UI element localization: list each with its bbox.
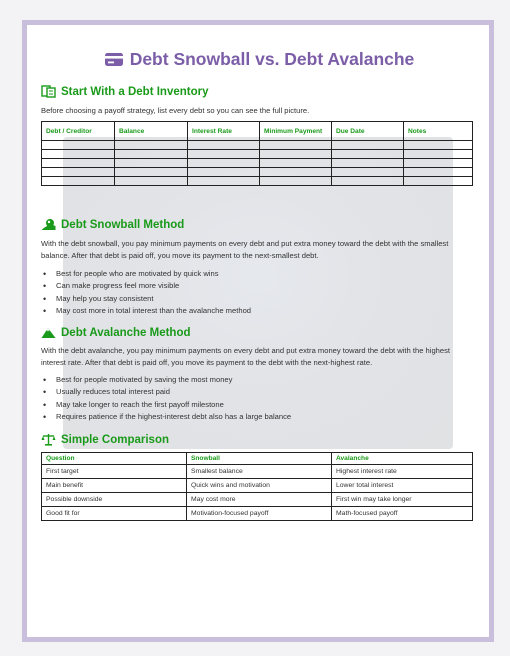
inventory-heading [41,85,209,98]
list-item: • May help you stay consistent [41,293,471,305]
table-cell[interactable] [42,177,115,186]
column-header: Debt / Creditor [42,122,115,141]
table-cell[interactable] [42,141,115,150]
table-row [42,479,473,493]
table-cell[interactable] [42,168,115,177]
comparison-heading-text: Simple Comparison [61,433,169,446]
avalanche-icon [41,326,56,339]
table-header-row [42,122,473,141]
table-cell: Lower total interest [332,479,473,493]
table-cell[interactable] [332,141,404,150]
table-row [42,141,473,150]
table-cell[interactable] [404,168,473,177]
avalanche-description: With the debt avalanche, you pay minimum payments on every debt and put extra money toward the debt with the highest interest rate. After that debt is paid off, you move its payment to the debt with the next-highest rate. [41,346,451,367]
table-cell: Math-focused payoff [332,507,473,521]
snowball-heading-text: Debt Snowball Method [61,218,185,231]
table-cell[interactable] [115,177,188,186]
avalanche-heading [41,326,191,339]
snowball-bullet-list [41,268,471,317]
column-header: Snowball [187,453,332,465]
comparison-table [41,452,473,521]
inventory-heading-text: Start With a Debt Inventory [61,85,209,98]
column-header: Interest Rate [188,122,260,141]
list-item: • Requires patience if the highest-interest debt also has a large balance [41,411,471,423]
table-cell[interactable] [260,141,332,150]
inventory-intro: Before choosing a payoff strategy, list every debt so you can see the full picture. [41,106,310,115]
scale-icon [41,433,56,446]
list-item: • May take longer to reach the first payoff milestone [41,399,471,411]
table-cell[interactable] [188,150,260,159]
table-cell: First win may take longer [332,493,473,507]
table-cell: Motivation-focused payoff [187,507,332,521]
table-row [42,150,473,159]
table-cell: First target [42,465,187,479]
list-item: • May cost more in total interest than the avalanche method [41,305,471,317]
debt-inventory-table [41,121,473,186]
list-item: • Best for people who are motivated by quick wins [41,268,471,280]
column-header: Notes [404,122,473,141]
page-title-text: Debt Snowball vs. Debt Avalanche [129,48,415,69]
table-cell[interactable] [188,159,260,168]
document-list-icon [41,85,56,98]
table-cell[interactable] [188,168,260,177]
table-cell[interactable] [188,177,260,186]
column-header: Question [42,453,187,465]
table-cell[interactable] [404,141,473,150]
column-header: Minimum Payment [260,122,332,141]
table-cell[interactable] [332,150,404,159]
table-cell[interactable] [404,150,473,159]
table-cell: Main benefit [42,479,187,493]
page-frame [22,20,494,642]
table-cell[interactable] [115,159,188,168]
table-cell[interactable] [115,141,188,150]
table-cell[interactable] [332,177,404,186]
comparison-heading [41,433,169,446]
page-title [41,48,477,70]
avalanche-bullet-list [41,374,471,423]
table-cell[interactable] [404,159,473,168]
list-item: • Can make progress feel more visible [41,280,471,292]
table-cell[interactable] [260,159,332,168]
table-cell: Possible downside [42,493,187,507]
snowball-heading [41,218,184,231]
list-item: • Best for people motivated by saving the most money [41,374,471,386]
table-cell[interactable] [260,150,332,159]
table-cell[interactable] [115,168,188,177]
table-row [42,465,473,479]
avalanche-heading-text: Debt Avalanche Method [61,326,191,339]
table-row [42,168,473,177]
table-row [42,507,473,521]
table-cell[interactable] [115,150,188,159]
credit-card-icon [104,52,124,67]
table-cell: Highest interest rate [332,465,473,479]
table-cell: Good fit for [42,507,187,521]
column-header: Avalanche [332,453,473,465]
table-cell[interactable] [260,177,332,186]
table-row [42,159,473,168]
table-cell: May cost more [187,493,332,507]
table-header-row [42,453,473,465]
table-cell[interactable] [332,159,404,168]
column-header: Due Date [332,122,404,141]
table-cell: Quick wins and motivation [187,479,332,493]
table-row [42,177,473,186]
table-cell[interactable] [404,177,473,186]
table-cell[interactable] [188,141,260,150]
table-cell: Smallest balance [187,465,332,479]
table-cell[interactable] [42,150,115,159]
column-header: Balance [115,122,188,141]
list-item: • Usually reduces total interest paid [41,386,471,398]
table-row [42,493,473,507]
table-cell[interactable] [42,159,115,168]
snowball-hill-icon [41,218,56,231]
table-cell[interactable] [260,168,332,177]
table-cell[interactable] [332,168,404,177]
snowball-description: With the debt snowball, you pay minimum payments on every debt and put extra money toward the debt with the smallest balance. After that debt is paid off, you move its payment to the next-smallest debt. [41,239,449,260]
